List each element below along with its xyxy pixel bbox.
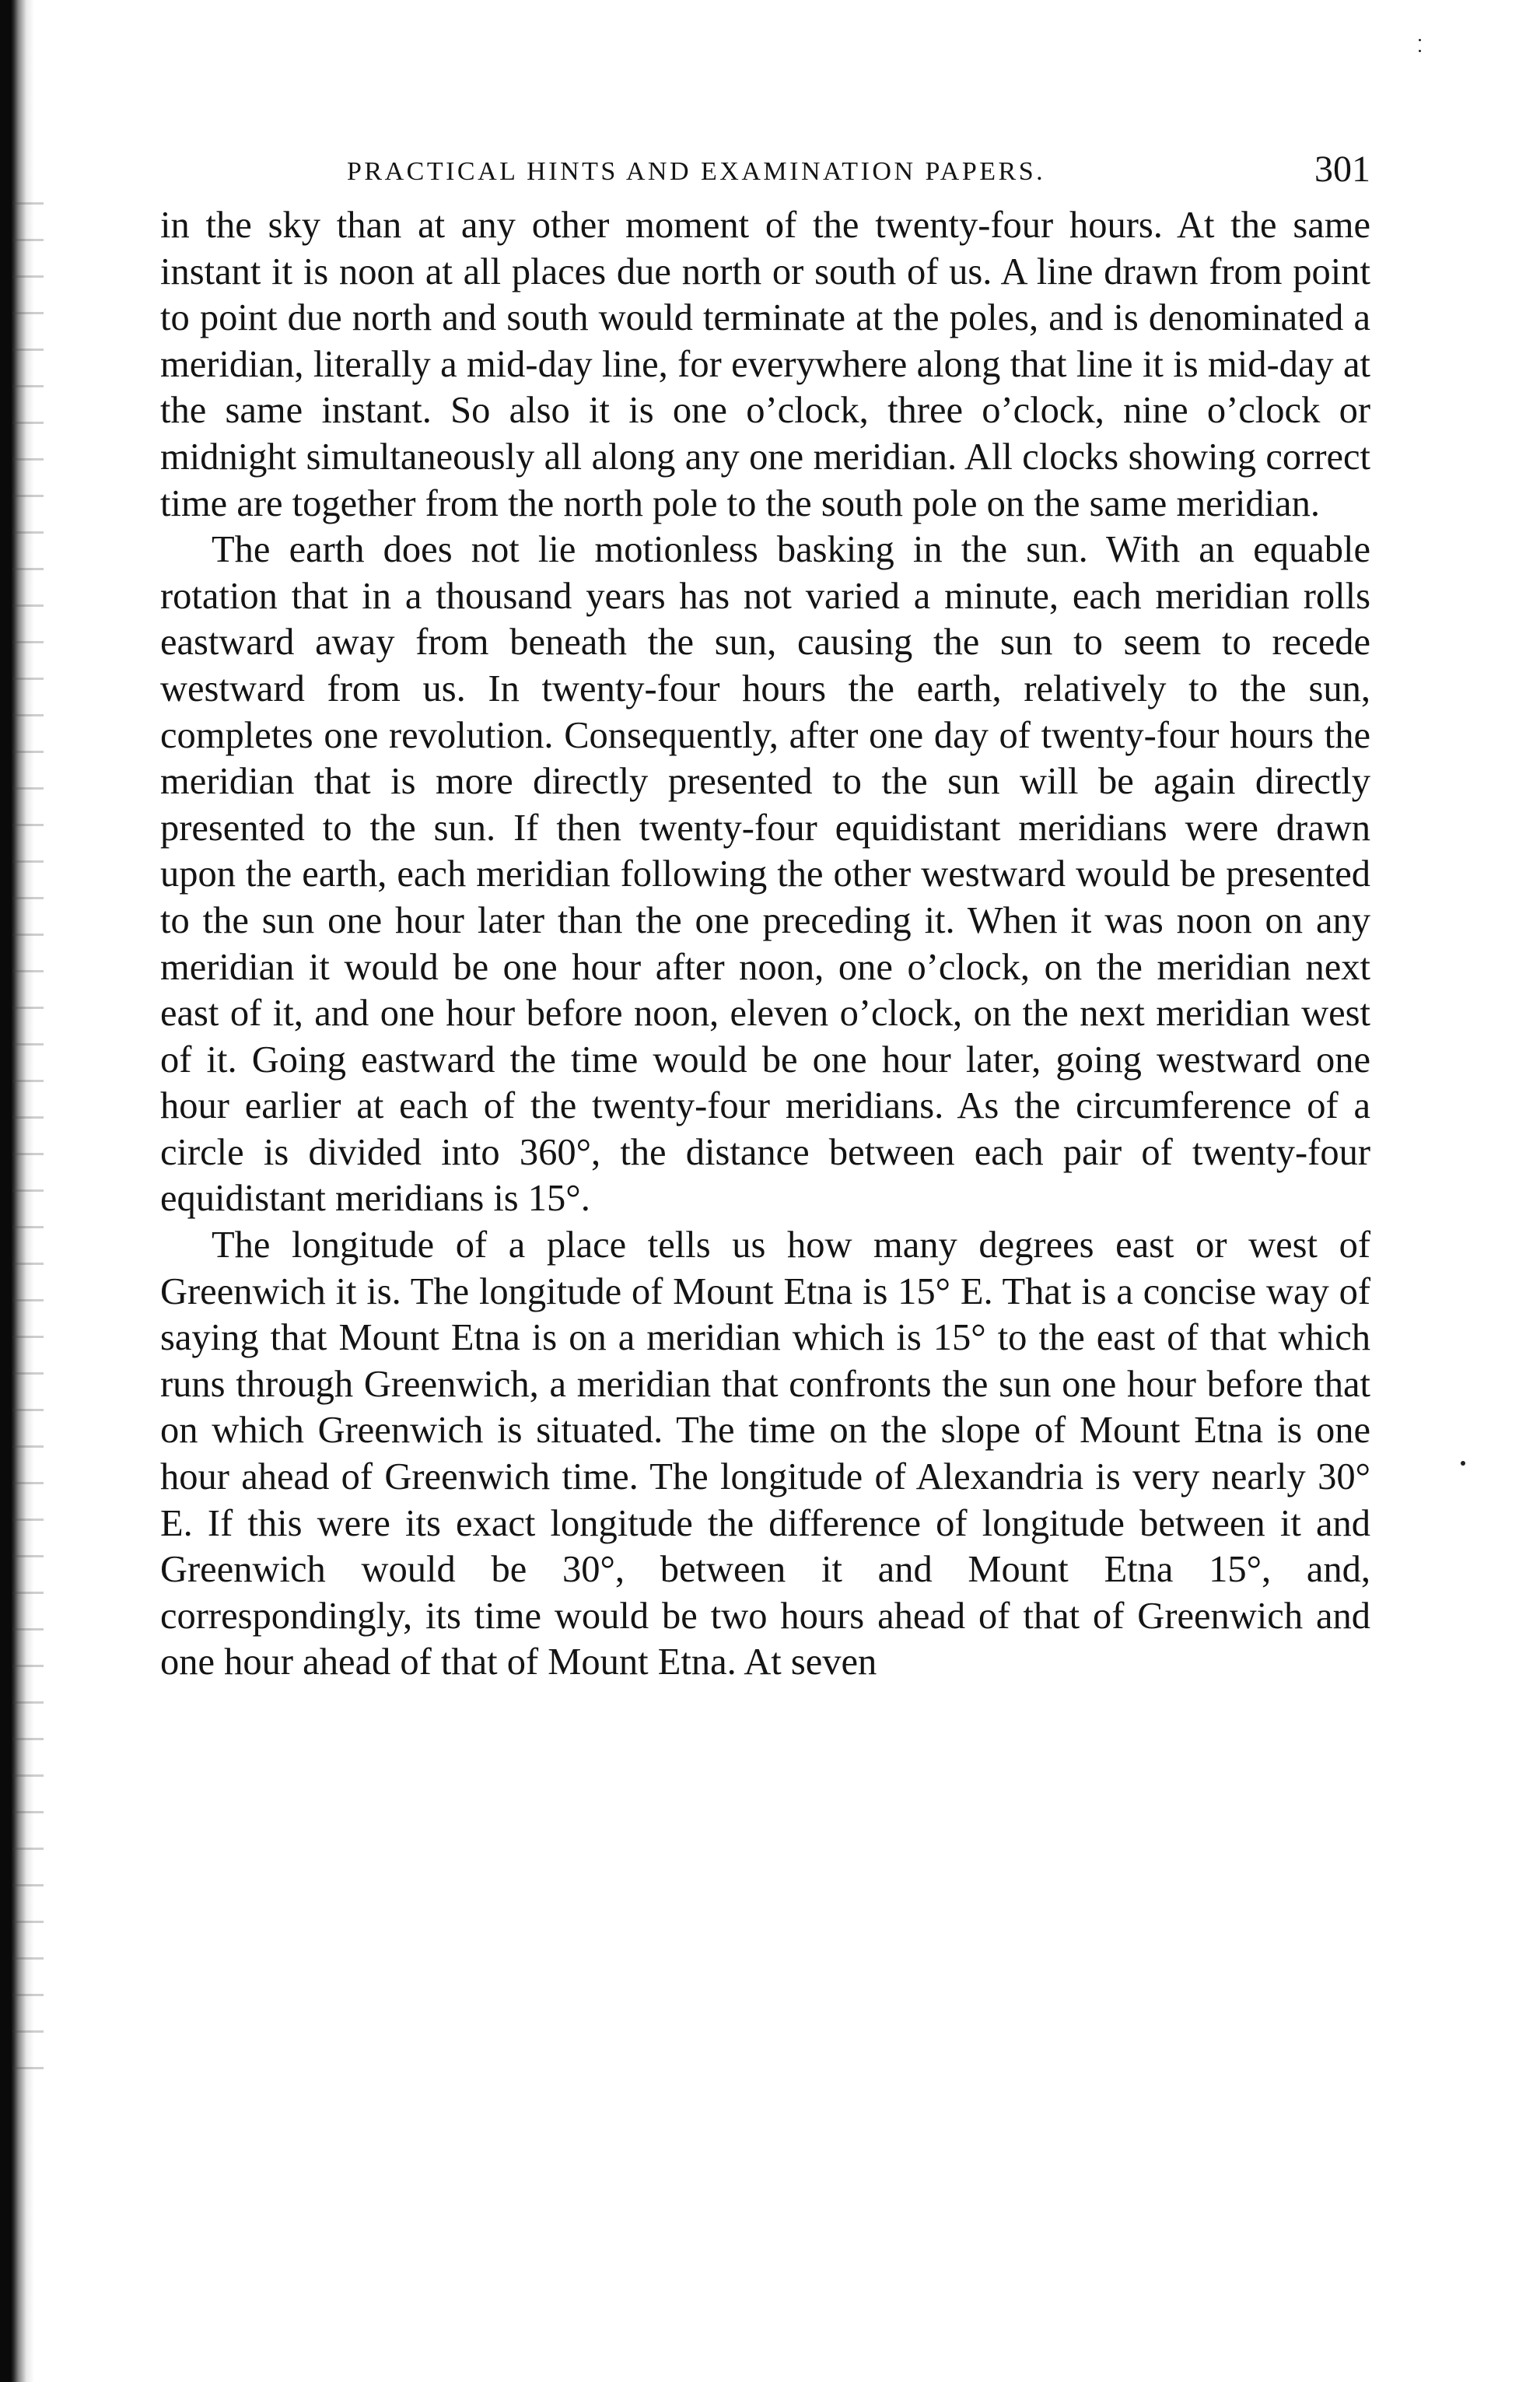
scan-speck [1419, 50, 1421, 52]
running-header [160, 140, 1370, 202]
paragraph: The earth does not lie motionless basking in the sun. With an equable rotation that in a thousand years has not varied a minute, each meridian rolls eastward away from beneath the sun, causing the sun to seem to recede westward from us. In twenty-four hours the earth, relatively to the sun, completes one revolution. Consequently, after one day of twenty-four hours the meridian that is more directly presented to the sun will be again directly presented to the sun. If then twenty-four equidistant meridians were drawn upon the earth, each meridian following the other westward would be presented to the sun one hour later than the one preceding it. When it was noon on any meridian it would be one hour after noon, one o’clock, on the meridian next east of it, and one hour before noon, eleven o’clock, on the next meridian west of it. Going eastward the time would be one hour later, going westward one hour earlier at each of the twenty-four meridians. As the circumference of a circle is divided into 360°, the distance between each pair of twenty-four equidistant meridians is 15°. [160, 529, 1370, 1220]
paragraph: The longitude of a place tells us how many degrees east or west of Greenwich it is. The longitude of Mount Etna is 15° E. That is a concise way of saying that Mount Etna is on a meridian which is 15° to the east of that which runs through Greenwich, a meridian that confronts the sun one hour before that on which Greenwich is situated. The time on the slope of Mount Etna is one hour ahead of Greenwich time. The longitude of Alexandria is very nearly 30° E. If this were its exact longitude the difference of longitude between it and Greenwich would be 30°, between it and Mount Etna 15°, and, correspondingly, its time would be two hours ahead of that of Greenwich and one hour ahead of that of Mount Etna. At seven [160, 1224, 1370, 1683]
binding-shadow-marks [12, 202, 44, 2069]
paragraph: in the sky than at any other moment of the twenty-four hours. At the same instant it is noon at all places due north or south of us. A line drawn from point to point due north and south would terminate at the poles, and is denominated a meridian, literally a mid-day line, for everywhere along that line it is mid-day at the same instant. So also it is one o’clock, three o’clock, nine o’clock or midnight simultaneously all along any one meridian. All clocks showing correct time are together from the north pole to the south pole on the same meridian. [160, 205, 1370, 524]
page-number: 301 [1314, 149, 1370, 190]
running-title: PRACTICAL HINTS AND EXAMINATION PAPERS. [347, 157, 1046, 186]
scan-speck [1461, 1461, 1465, 1466]
book-page [160, 140, 1370, 1686]
scan-speck [1419, 39, 1421, 41]
body-text [160, 202, 1370, 1686]
